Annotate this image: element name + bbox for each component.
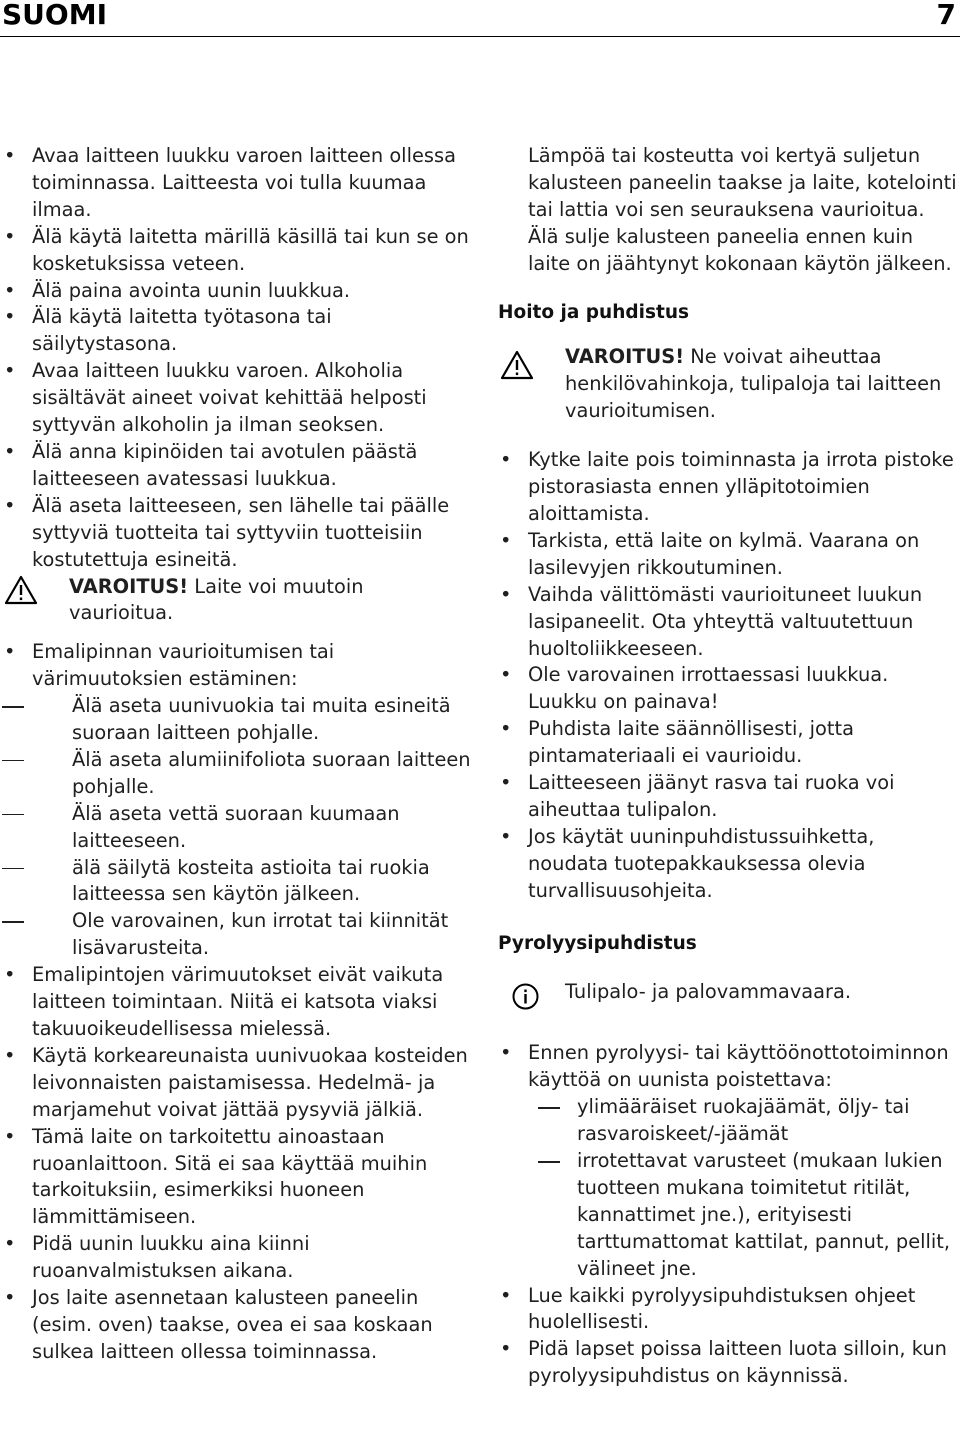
left-column (2, 143, 472, 1366)
safety-list-a (2, 143, 472, 574)
list-item (2, 639, 472, 962)
list-item (498, 1040, 960, 1282)
warning-icon (500, 350, 534, 380)
list-item: • Avaa laitteen luukku varoen laitteen ollessa toiminnassa. Laitteesta voi tulla kuumaa ilmaa. (2, 143, 472, 224)
list-item: • Jos laite asennetaan kalusteen paneelin (esim. oven) taakse, ovea ei saa koskaan sulkea laitteen ollessa toiminnassa. (2, 1285, 472, 1366)
list-item: • Laitteeseen jäänyt rasva tai ruoka voi aiheuttaa tulipalon. (498, 770, 960, 824)
intro-paragraph: Lämpöä tai kosteutta voi kertyä suljetun kalusteen paneelin taakse ja laite, kotelointi tai lattia voi sen seurauksena vaurioitua. Älä sulje kalusteen paneelia ennen kuin laite on jäähtynyt kokonaan käytön jälkeen. (528, 144, 957, 275)
list-item: • Käytä korkeareunaista uunivuokaa kosteiden leivonnaisten paistamisessa. Hedelmä- ja marjamehut voivat jättää pysyviä jälkiä. (2, 1043, 472, 1124)
list-item: • Kytke laite pois toiminnasta ja irrota pistoke pistorasiasta ennen ylläpitotoimien aloittamista. (498, 447, 960, 528)
list-item: • Tämä laite on tarkoitettu ainoastaan ruoanlaittoon. Sitä ei saa käyttää muihin tarkoituksiin, esimerkiksi huoneen lämmittämiseen. (2, 1124, 472, 1232)
dash-item: irrotettavat varusteet (mukaan lukien tuotteen mukana toimitetut ritilät, kannattimet jne.), erityisesti tarttumattomat kattilat, pannut, pellit, välineet jne. (538, 1148, 960, 1283)
list-item: • Jos käytät uuninpuhdistussuihketta, noudata tuotepakkauksessa olevia turvallisuusohjeita. (498, 824, 960, 905)
care-list (498, 447, 960, 904)
warning-label: VAROITUS! (69, 574, 189, 598)
list-item: • Avaa laitteen luukku varoen. Alkoholia sisältävät aineet voivat kehittää helposti syttyvän alkoholin ja ilman seoksen. (2, 358, 472, 439)
dash-item: Älä aseta alumiinifoliota suoraan laitteen pohjalle. (2, 747, 472, 801)
list-item: • Tarkista, että laite on kylmä. Vaarana on lasilevyjen rikkoutuminen. (498, 528, 960, 582)
dash-item: Älä aseta uunivuokia tai muita esineitä suoraan laitteen pohjalle. (2, 693, 472, 747)
enamel-sublist (2, 693, 472, 962)
warning-label: VAROITUS! (565, 345, 685, 369)
warning-note (2, 574, 472, 628)
pyro-intro: Ennen pyrolyysi- tai käyttöönottotoiminnon käyttöä on uunista poistettava: (528, 1041, 949, 1092)
list-item: • Älä käytä laitetta märillä käsillä tai kun se on kosketuksissa veteen. (2, 224, 472, 278)
page-header (0, 0, 960, 37)
pyro-list (498, 1040, 960, 1390)
pyro-heading: Pyrolyysipuhdistus (498, 932, 697, 954)
care-warning (498, 344, 960, 425)
pyro-info-note (498, 979, 960, 1006)
list-item: • Älä aseta laitteeseen, sen lähelle tai päälle syttyviä tuotteita tai syttyviin tuotteisiin kostutettuja esineitä. (2, 493, 472, 574)
info-text: Tulipalo- ja palovammavaara. (565, 980, 852, 1004)
list-item: • Puhdista laite säännöllisesti, jotta pintamateriaali ei vaurioidu. (498, 716, 960, 770)
list-item: • Älä anna kipinöiden tai avotulen päästä laitteeseen avatessasi luukkua. (2, 439, 472, 493)
enamel-intro: Emalipinnan vaurioitumisen tai värimuutoksien estäminen: (32, 640, 335, 691)
list-item: • Pidä lapset poissa laitteen luota silloin, kun pyrolyysipuhdistus on käynnissä. (498, 1336, 960, 1390)
right-column (498, 143, 960, 1390)
care-heading: Hoito ja puhdistus (498, 301, 689, 323)
list-item: • Lue kaikki pyrolyysipuhdistuksen ohjeet huolellisesti. (498, 1283, 960, 1337)
dash-item: Ole varovainen, kun irrotat tai kiinnität lisävarusteita. (2, 908, 472, 962)
warning-icon (4, 575, 38, 605)
enamel-list (2, 639, 472, 1365)
list-item: • Älä käytä laitetta työtasona tai säilytystasona. (2, 304, 472, 358)
section-name: SUOMI (2, 0, 107, 31)
dash-item: Älä aseta vettä suoraan kuumaan laitteeseen. (2, 801, 472, 855)
warning-text: Laite voi muutoin vaurioitua. (69, 574, 364, 625)
page-number: 7 (936, 0, 956, 31)
dash-item: älä säilytä kosteita astioita tai ruokia laitteessa sen käytön jälkeen. (2, 855, 472, 909)
list-item: • Vaihda välittömästi vaurioituneet luukun lasipaneelit. Ota yhteyttä valtuutettuun huoltoliikkeeseen. (498, 582, 960, 663)
list-item: • Ole varovainen irrottaessasi luukkua. Luukku on painava! (498, 662, 960, 716)
pyro-sublist (528, 1094, 960, 1282)
info-icon (512, 983, 539, 1010)
list-item: • Pidä uunin luukku aina kiinni ruoanvalmistuksen aikana. (2, 1231, 472, 1285)
warning-text: Ne voivat aiheuttaa henkilövahinkoja, tulipaloja tai laitteen vaurioitumisen. (565, 345, 942, 423)
dash-item: ylimääräiset ruokajäämät, öljy- tai rasvaroiskeet/-jäämät (538, 1094, 960, 1148)
list-item: • Älä paina avointa uunin luukkua. (2, 278, 472, 305)
list-item: • Emalipintojen värimuutokset eivät vaikuta laitteen toimintaan. Niitä ei katsota viaksi takuuoikeudellisessa mielessä. (2, 962, 472, 1043)
